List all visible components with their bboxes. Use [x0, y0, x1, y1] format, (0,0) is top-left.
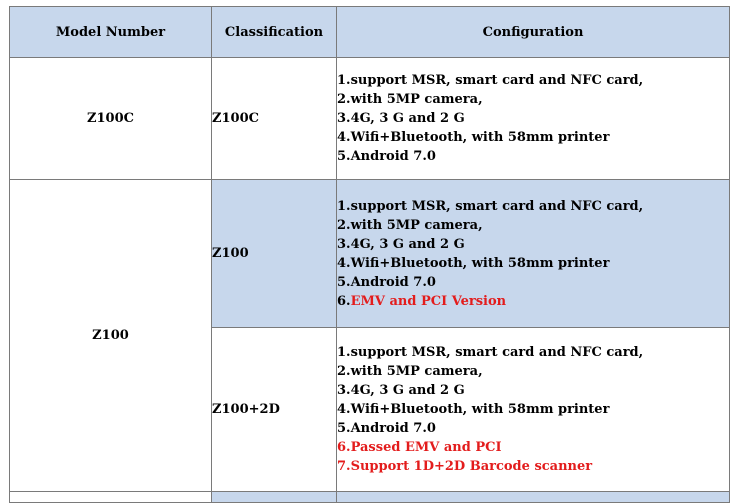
config-line: 1.support MSR, smart card and NFC card,: [337, 198, 644, 214]
table-row-partial: [10, 492, 730, 503]
config-line: 5.Android 7.0: [337, 274, 436, 290]
config-line: 3.4G, 3 G and 2 G: [337, 236, 465, 252]
configuration-cell: [337, 328, 730, 492]
model-cell: Z100: [10, 180, 212, 492]
configuration-cell: [337, 58, 730, 180]
table-row: [10, 58, 730, 180]
empty-cell: [337, 492, 730, 503]
highlight-text: EMV and PCI Version: [350, 293, 507, 309]
config-line: 4.Wifi+Bluetooth, with 58mm printer: [337, 255, 610, 271]
header-configuration: Configuration: [337, 7, 730, 58]
classification-cell: Z100C: [212, 58, 337, 180]
header-row: [10, 7, 730, 58]
config-line: 3.4G, 3 G and 2 G: [337, 111, 465, 126]
classification-cell: Z100+2D: [212, 328, 337, 492]
config-line: 2.with 5MP camera,: [337, 92, 483, 107]
model-cell: Z100C: [10, 58, 212, 180]
config-line: 4.Wifi+Bluetooth, with 58mm printer: [337, 402, 610, 417]
config-line: 1.support MSR, smart card and NFC card,: [337, 345, 644, 360]
config-line: 5.Android 7.0: [337, 149, 436, 164]
configuration-cell: [337, 180, 730, 328]
config-line: 5.Android 7.0: [337, 421, 436, 436]
config-line: 2.with 5MP camera,: [337, 217, 483, 233]
empty-cell: [10, 492, 212, 503]
table-row: [10, 180, 730, 328]
empty-cell: [212, 492, 337, 503]
classification-cell: Z100: [212, 180, 337, 328]
config-line: 1.support MSR, smart card and NFC card,: [337, 73, 644, 88]
spec-table: [9, 6, 730, 503]
config-line: 4.Wifi+Bluetooth, with 58mm printer: [337, 130, 610, 145]
header-model-number: Model Number: [10, 7, 212, 58]
config-line: 7.Support 1D+2D Barcode scanner: [337, 459, 593, 474]
config-line: 2.with 5MP camera,: [337, 364, 483, 379]
config-line: 6.EMV and PCI Version: [337, 293, 507, 309]
config-line: 6.Passed EMV and PCI: [337, 440, 502, 455]
header-classification: Classification: [212, 7, 337, 58]
config-line: 3.4G, 3 G and 2 G: [337, 383, 465, 398]
